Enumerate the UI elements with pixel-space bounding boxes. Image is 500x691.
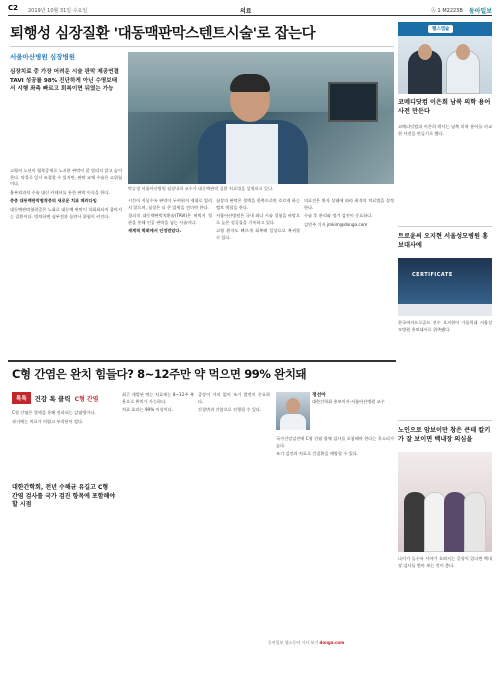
photo-head — [286, 398, 300, 414]
certificate-sign: CERTIFICATE — [412, 272, 453, 278]
photo-person — [188, 72, 318, 184]
photo-person — [424, 492, 446, 552]
paragraph: C형 간염은 혈액을 통해 전파되는 감염병이다. — [12, 410, 96, 415]
secondary-headline: C형 간염은 완치 힘들다? 8~12주만 약 먹으면 99% 완치돼 — [12, 367, 307, 381]
lead-kicker: 서울아산병원 심장병원 — [10, 53, 76, 61]
doctor-photo — [128, 52, 394, 184]
top-bar — [8, 4, 492, 16]
series-name: 건강 톡 클릭 — [34, 394, 71, 403]
photo-person — [464, 492, 486, 552]
photo-head — [418, 44, 432, 60]
paragraph: 경피적 대동맥판막치환술(TAVI)은 허벅지 혈관을 통해 인공 판막을 넣는 시술이다. — [128, 213, 212, 225]
hep-column-4 — [276, 436, 394, 636]
photo-body — [280, 414, 306, 430]
footer-box — [268, 640, 396, 646]
paragraph: 심장의 판막은 혈액을 한쪽으로만 흐르게 하는 밸브 역할을 한다. — [216, 198, 300, 210]
photo-monitor — [328, 82, 378, 122]
hep-column-2 — [122, 392, 194, 652]
doctor-card — [312, 392, 394, 405]
hep-column-3 — [198, 392, 270, 652]
photo-floor — [398, 304, 492, 316]
sidebar — [398, 22, 492, 662]
paragraph: 고령 환자도 빠르게 회복해 일상으로 복귀할 수 있다. — [216, 228, 300, 240]
footer-link[interactable]: donga.com — [319, 640, 345, 645]
sidebar-body-2: 한국여자프로골프 선수 오지현이 가톨릭대 서울성모병원 홍보대사로 위촉됐다. — [398, 320, 492, 332]
lead-subheading: 심장치료 중 가장 어려운 시술 판막 제공연결 TAVI 성공률 98% 진단하게 아닌 수명보태서 시행 좌측 빠르고 회복이면 뒤였는 가능 — [10, 69, 119, 93]
hep-subheading: 대한간학회, 전년 수해균 유길고 C형 간염 검사를 국가 검진 항목에 포함해야 할 시점 — [12, 484, 116, 508]
paragraph: 치료 효과는 99% 이상이다. — [122, 407, 174, 413]
paragraph: 수술 후 관리와 정기 검진이 중요하다. — [304, 213, 373, 219]
page-number: C2 — [8, 4, 19, 12]
article-column-3 — [216, 198, 300, 354]
paragraph: 서울아산병원은 국내 최다 시술 경험을 바탕으로 높은 성공률을 기록하고 있다. — [216, 213, 300, 225]
paragraph: 국가건강검진에 C형 간염 항체 검사를 포함해야 한다는 목소리가 높다. — [276, 436, 394, 448]
series-topic: C형 간염 — [74, 395, 99, 403]
photo-person — [444, 492, 466, 552]
paragraph: 과거에는 치료가 어렵고 부작용이 컸다. — [12, 418, 84, 424]
brand-logo: 동아일보 — [468, 8, 492, 15]
sidebar-header — [398, 22, 492, 36]
doctor-portrait — [276, 392, 310, 430]
paragraph: 의료진은 환자 상태에 따라 최적의 치료법을 결정한다. — [304, 198, 394, 210]
subheading: 세계적 학회에서 인정받았다. — [128, 228, 182, 234]
section-label: 의료 — [240, 8, 252, 15]
paragraph: 대동맥판막협착증은 노화로 대동맥 판막이 석회화되어 좁아지는 질환이다. 방치하면 심부전과 돌연사 위험이 커진다. — [10, 206, 122, 219]
hep-column-1a — [12, 410, 116, 480]
series-banner — [12, 390, 116, 406]
byline: 김민주 기자 jmkim@donga.com — [304, 221, 368, 227]
photo-person — [404, 492, 426, 552]
photo-caption: 박승정 서울아산병원 심장내과 교수가 대동맥판막 질환 치료법을 설명하고 있다. — [128, 186, 274, 191]
sidebar-title-3: 노인으로 암보이만 창은 큰데 칼키가 잘 보이면 백내장 의심을 — [398, 427, 491, 443]
article-column-4 — [304, 198, 394, 354]
tracking-code: Ⓐ 1 M2223B — [430, 8, 463, 14]
doctor-name: 정선아 — [312, 393, 326, 398]
sidebar-photo-2 — [398, 258, 492, 316]
paragraph: 간경변과 간암으로 진행될 수 있다. — [198, 407, 262, 413]
sidebar-body-3: 나이가 들수록 시야가 흐려지는 증상이 있다면 백내장 검사를 받아 보는 것이 좋다. — [398, 556, 492, 568]
paragraph: 조기 검진과 치료로 간질환을 예방할 수 있다. — [276, 451, 359, 457]
paragraph: 시간이 지날수록 판막이 두꺼워져 제대로 열리지 않으며, 심장은 더 큰 압력을 견뎌야 한다. — [128, 198, 212, 210]
article-column-1 — [10, 168, 122, 354]
paragraph: 최근 개발된 먹는 치료제는 8~12주 복용으로 완치가 가능하다. — [122, 392, 194, 404]
issue-date: 2019년 10월 31일 수요일 — [28, 8, 88, 14]
subheading: 중증 대동맥판막협착증의 새로운 치료 패러다임 — [10, 198, 97, 204]
photo-head — [456, 44, 470, 60]
photo-coat — [226, 124, 278, 184]
paragraph: 고령의 노년이 협착증세로 노쇠한 판막이 잘 열리지 않고 숨이 찬다. 약물로 일시 조절할 수 있지만, 판막 교체 수술은 고위험이다. — [10, 168, 122, 187]
paragraph: 흉부외과적 수술 대신 카테터를 통한 판막 이식을 한다. — [10, 189, 110, 195]
sidebar-title-2: 트로윤씨 오지현 서울성모병원 홍보대사에 — [398, 233, 489, 249]
paragraph: 증상이 거의 없어 조기 발견이 중요하다. — [198, 392, 270, 404]
sidebar-photo-1 — [398, 36, 492, 94]
series-pill: 톡톡 — [12, 392, 31, 404]
sidebar-body-1: 코메디닷컴과 이은희 박사는 남북 의학 용어를 비교한 사전을 만들기로 했다. — [398, 124, 492, 136]
top-right — [431, 6, 492, 15]
sidebar-photo-3 — [398, 452, 492, 552]
footer-text: 동아일보 헬스동아 기사 보기 — [268, 640, 319, 645]
sidebar-title-1: 코메디닷컴 이은희 남북 의학 용어 사전 만든다 — [398, 99, 491, 115]
sidebar-divider — [398, 420, 492, 421]
doctor-desc: 대한간학회 홍보이사·서울아산병원 교수 — [312, 399, 385, 404]
sidebar-divider — [398, 226, 492, 227]
headline-divider — [10, 46, 394, 47]
sidebar-tag: 헬스캡슐 — [428, 25, 453, 33]
section-divider — [8, 360, 396, 362]
main-headline: 퇴행성 심장질환 '대동맥판막스텐트시술'로 잡는다 — [10, 26, 316, 42]
article-column-2 — [128, 198, 212, 354]
photo-hair — [230, 74, 270, 92]
